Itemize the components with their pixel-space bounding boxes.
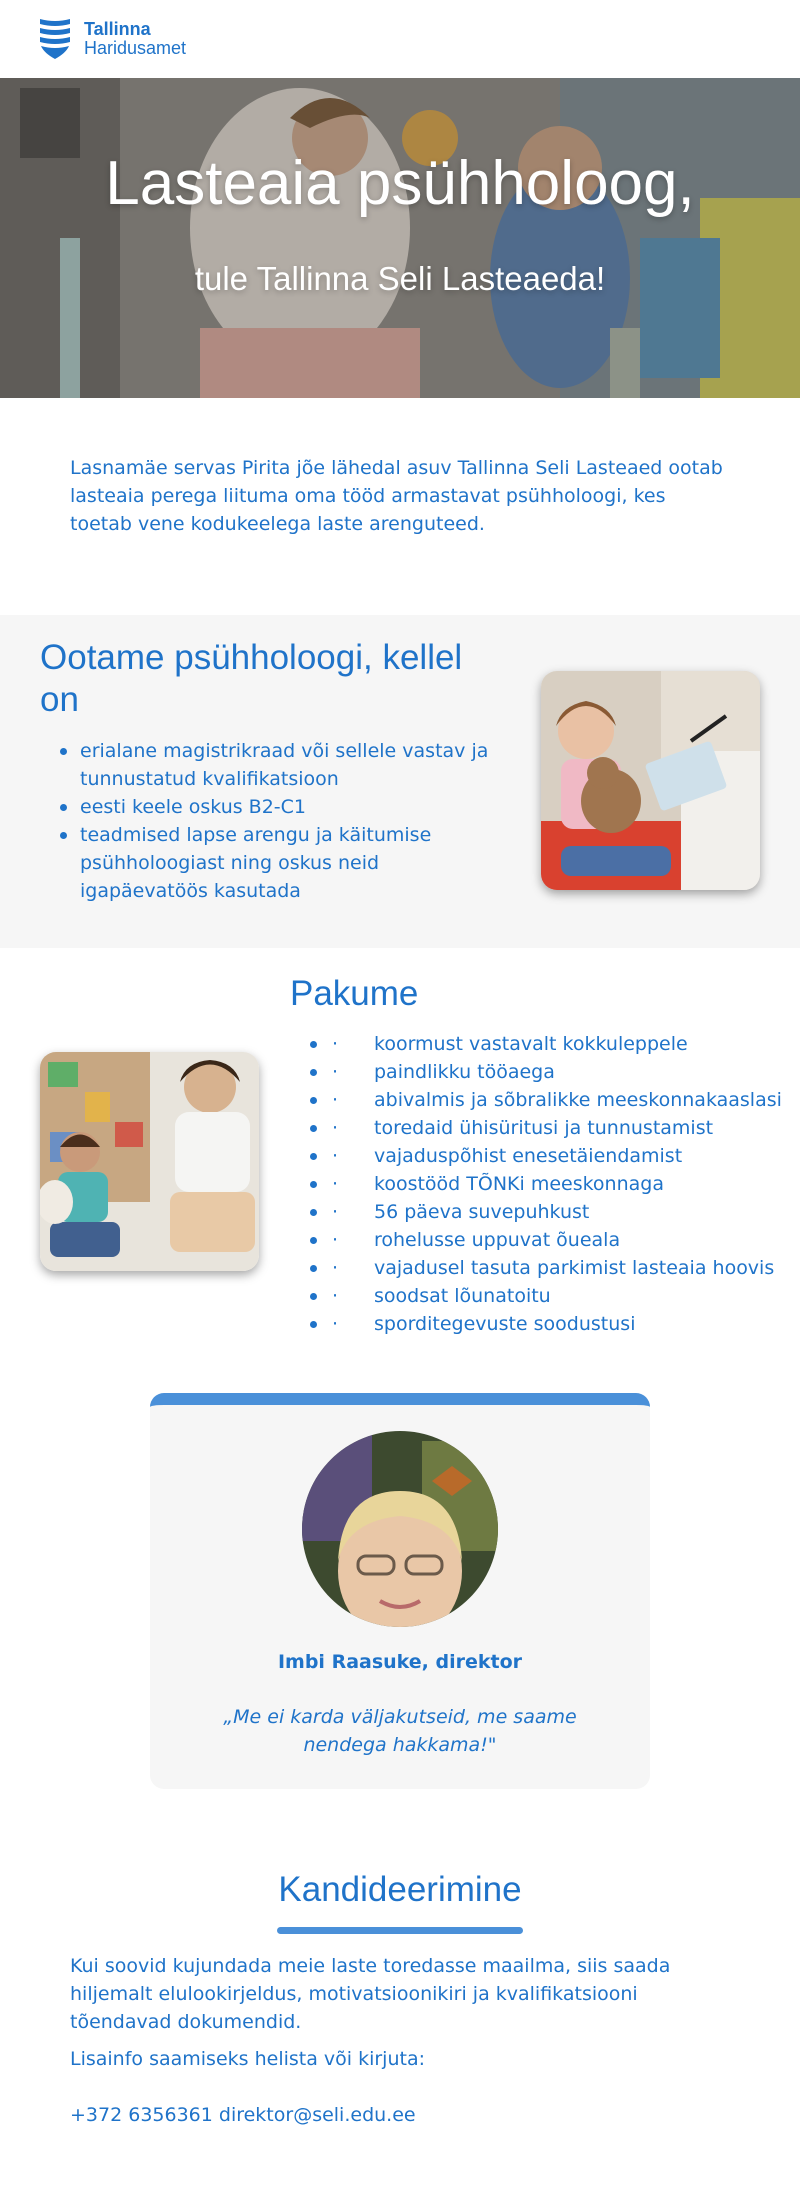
item-text: 56 päeva suvepuhkust — [374, 1201, 590, 1223]
candidacy-text: Kui soovid kujundada meie laste toredasse maailma, siis saada hiljemalt elulookirjeldus, motivatsioonikiri ja kvalifikatsiooni tõendavad dokumendid. — [70, 1955, 671, 2033]
tallinna-haridusamet-logo[interactable] — [38, 17, 186, 61]
photo-illustration — [541, 671, 760, 890]
logo-text — [84, 20, 186, 58]
list-item — [308, 1198, 782, 1226]
list-item: teadmised lapse arengu ja käitumise psühholoogiast ning oskus neid igapäevatöös kasutada — [60, 821, 510, 905]
item-marker: · — [332, 1285, 339, 1307]
hero-banner — [0, 78, 800, 398]
requirements-heading: Ootame psühholoogi, kellel on — [40, 638, 463, 719]
director-portrait — [302, 1431, 498, 1627]
quote-card — [150, 1393, 650, 1789]
offers-list — [308, 1030, 782, 1338]
item-marker: · — [332, 1117, 339, 1139]
item-text: vajaduspõhist enesetäiendamist — [374, 1145, 683, 1167]
item-marker: · — [332, 1033, 339, 1055]
contact-prompt: Lisainfo saamiseks helista või kirjuta: — [70, 2048, 425, 2070]
psychologist-child-photo — [541, 671, 760, 890]
site-header — [0, 0, 800, 78]
candidacy-section — [0, 1860, 800, 2183]
list-item — [308, 1254, 782, 1282]
item-marker: · — [332, 1173, 339, 1195]
list-item — [308, 1170, 782, 1198]
item-marker: · — [332, 1061, 339, 1083]
item-text: sporditegevuste soodustusi — [374, 1313, 636, 1335]
hero-subtitle: tule Tallinna Seli Lasteaeda! — [194, 260, 606, 297]
logo-line-1: Tallinna — [84, 19, 151, 39]
item-text: toredaid ühisüritusi ja tunnustamist — [374, 1117, 714, 1139]
candidacy-heading: Kandideerimine — [278, 1870, 522, 1909]
list-item — [308, 1058, 782, 1086]
avatar — [302, 1431, 498, 1627]
item-text: abivalmis ja sõbralikke meeskonnakaaslasi — [374, 1089, 782, 1111]
photo-illustration — [40, 1052, 259, 1271]
list-item — [308, 1114, 782, 1142]
item-text: vajadusel tasuta parkimist lasteaia hoovis — [374, 1257, 775, 1279]
item-marker: · — [332, 1201, 339, 1223]
list-item — [308, 1226, 782, 1254]
item-text: paindlikku tööaega — [374, 1061, 555, 1083]
list-item — [308, 1086, 782, 1114]
list-item — [308, 1282, 782, 1310]
item-marker: · — [332, 1145, 339, 1167]
contact-info[interactable]: +372 6356361 direktor@seli.edu.ee — [70, 2104, 416, 2126]
hero-overlay — [0, 78, 800, 398]
list-item: erialane magistrikraad või sellele vastav ja tunnustatud kvalifikatsioon — [60, 737, 510, 793]
offers-heading: Pakume — [290, 974, 419, 1013]
item-text: koormust vastavalt kokkuleppele — [374, 1033, 688, 1055]
list-item — [308, 1030, 782, 1058]
item-marker: · — [332, 1229, 339, 1251]
requirements-list — [60, 737, 510, 905]
list-item — [308, 1142, 782, 1170]
item-text: koostööd TÕNKi meeskonnaga — [374, 1173, 664, 1195]
logo-line-2: Haridusamet — [84, 38, 187, 58]
item-text: soodsat lõunatoitu — [374, 1285, 551, 1307]
director-name: Imbi Raasuke, direktor — [277, 1651, 523, 1673]
heading-underline — [277, 1927, 523, 1934]
item-marker: · — [332, 1089, 339, 1111]
item-text: rohelusse uppuvat õueala — [374, 1229, 621, 1251]
intro-text: Lasnamäe servas Pirita jõe lähedal asuv Tallinna Seli Lasteaed ootab lasteaia perega liituma oma tööd armastavat psühholoogi, kes toetab vene kodukeelega laste arenguteed. — [70, 457, 723, 535]
requirements-section — [0, 615, 800, 948]
item-marker: · — [332, 1257, 339, 1279]
hero-title: Lasteaia psühholoog, — [105, 149, 695, 218]
item-marker: · — [332, 1313, 339, 1335]
quote-section — [0, 1393, 800, 1860]
shield-logo-icon — [38, 17, 72, 61]
intro-section — [0, 398, 800, 615]
psychologist-session-photo — [40, 1052, 259, 1271]
offers-section — [0, 948, 800, 1393]
director-quote: „Me ei karda väljakutseid, me saame nendega hakkama!" — [223, 1706, 577, 1756]
list-item: eesti keele oskus B2-C1 — [60, 793, 510, 821]
list-item — [308, 1310, 782, 1338]
